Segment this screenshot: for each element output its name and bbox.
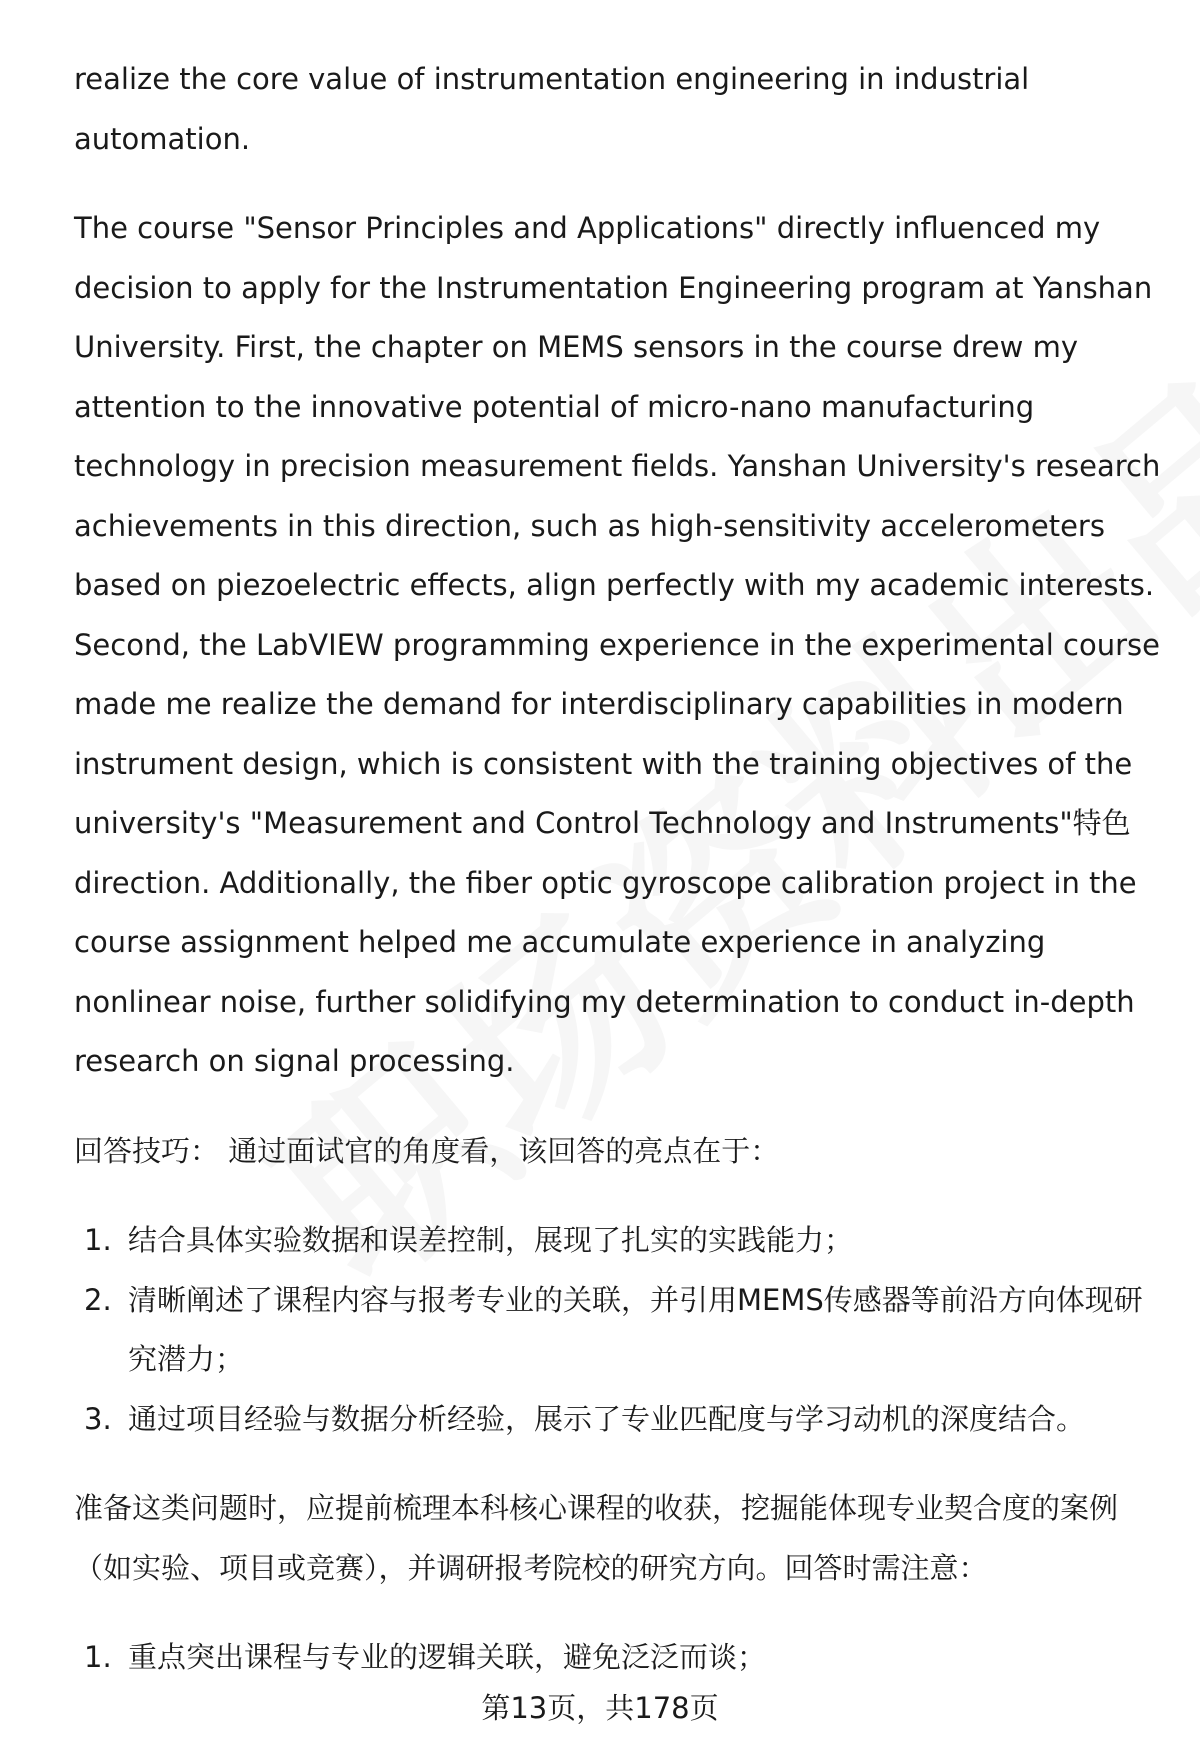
- document-page: [74, 50, 1164, 1718]
- list-item: [74, 1390, 1164, 1450]
- list-item-number: 1.: [84, 1223, 112, 1257]
- list-item-text: 清晰阐述了课程内容与报考专业的关联，并引用MEMS传感器等前沿方向体现研究潜力；: [128, 1282, 1143, 1376]
- paragraph-prepare: 准备这类问题时，应提前梳理本科核心课程的收获，挖掘能体现专业契合度的案例（如实验、项目或竞赛），并调研报考院校的研究方向。回答时需注意：: [74, 1491, 1119, 1585]
- page-number: 第13页，共178页: [481, 1691, 719, 1725]
- list-item-number: 1.: [84, 1640, 112, 1674]
- list-item-text: 重点突出课程与专业的逻辑关联，避免泛泛而谈；: [128, 1640, 767, 1674]
- list-item-number: 2.: [84, 1282, 112, 1317]
- list-item: [74, 1628, 1164, 1688]
- list-item-number: 3.: [84, 1401, 112, 1436]
- page-footer: [0, 1688, 1200, 1728]
- paragraph-intro-tail: realize the core value of instrumentation engineering in industrial automation.: [74, 62, 1030, 156]
- paragraph-tips-intro: 回答技巧： 通过面试官的角度看，该回答的亮点在于：: [74, 1133, 780, 1168]
- list-item-text: 结合具体实验数据和误差控制，展现了扎实的实践能力；: [128, 1223, 854, 1257]
- list-item-text: 通过项目经验与数据分析经验，展示了专业匹配度与学习动机的深度结合。: [128, 1401, 1086, 1436]
- notes-list: [74, 1628, 1164, 1688]
- list-item: [74, 1271, 1164, 1390]
- paragraph-course-influence: The course "Sensor Principles and Applications" directly influenced my decision to apply for the Instrumentation Engineering program at Yanshan University. First, the chapter on MEMS sensors in the course drew my attention to the innovative potential of micro-nano manufacturing technology in precision measurement fields. Yanshan University's research achievements in this direction, such as high-sensitivity accelerometers based on piezoelectric effects, align perfectly with my academic interests. Second, the LabVIEW programming experience in the experimental course made me realize the demand for interdisciplinary capabilities in modern instrument design, which is consistent with the training objectives of the university's "Measurement and Control Technology and Instruments"特色 direction. Additionally, the fiber optic gyroscope calibration project in the course assignment helped me accumulate experience in analyzing nonlinear noise, further solidifying my determination to conduct in-depth research on signal processing.: [74, 211, 1161, 1078]
- list-item: [74, 1211, 1164, 1271]
- highlights-list: [74, 1211, 1164, 1449]
